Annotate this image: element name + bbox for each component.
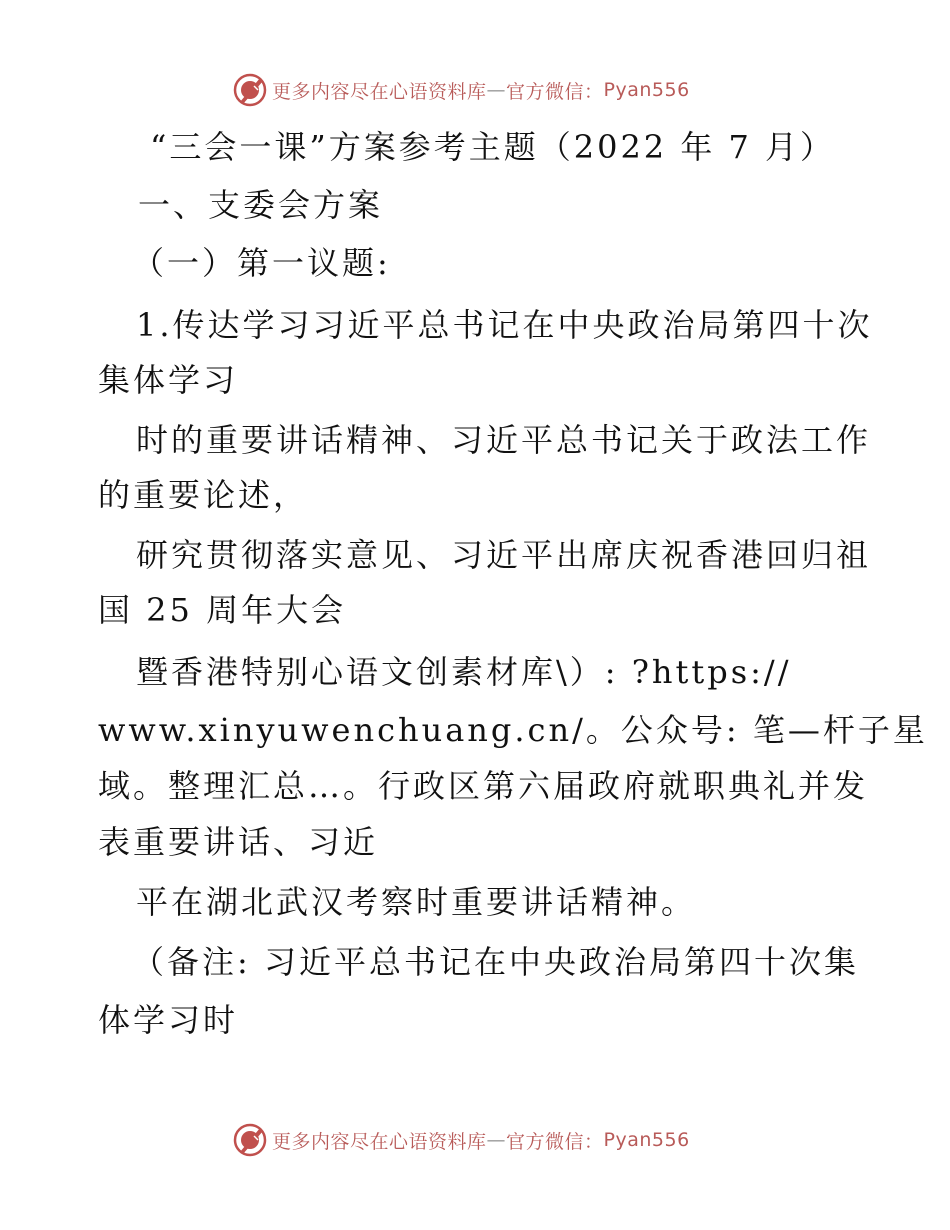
section-heading: 一、支委会方案 <box>138 186 384 224</box>
paragraph-line: 平在湖北武汉考察时重要讲话精神。 <box>136 883 697 921</box>
note-line: （备注: 习近平总书记在中央政治局第四十次集 <box>132 943 859 981</box>
watermark-separator: — <box>486 1129 507 1151</box>
paragraph-line: 表重要讲话、习近 <box>98 823 379 861</box>
watermark-text: 更多内容尽在心语资料库 <box>272 80 487 103</box>
watermark-text: 更多内容尽在心语资料库 <box>272 1130 487 1153</box>
paragraph-line: 集体学习 <box>98 361 239 399</box>
wechat-id: Pyan556 <box>603 79 690 101</box>
paragraph-line: 国 25 周年大会 <box>98 591 347 629</box>
document-title: “三会一课”方案参考主题（2022 年 7 月） <box>150 128 836 166</box>
footer-watermark <box>232 1122 690 1158</box>
wechat-label: 官方微信： <box>506 1130 604 1153</box>
paragraph-line: 的重要论述， <box>98 476 309 514</box>
brush-logo-icon <box>232 72 268 108</box>
wechat-id: Pyan556 <box>603 1129 690 1151</box>
watermark-separator: — <box>486 79 507 101</box>
header-watermark <box>232 72 690 108</box>
wechat-label: 官方微信： <box>506 80 604 103</box>
brush-logo-icon <box>232 1122 268 1158</box>
paragraph-line: www.xinyuwenchuang.cn/。公众号: 笔—杆子星 <box>98 711 928 749</box>
subsection-heading: （一）第一议题: <box>132 244 391 282</box>
paragraph-line: 暨香港特别心语文创素材库\）: ?https:// <box>136 653 792 691</box>
note-line: 体学习时 <box>98 1001 239 1039</box>
paragraph-line: 1.传达学习习近平总书记在中央政治局第四十次 <box>136 306 873 344</box>
paragraph-line: 时的重要讲话精神、习近平总书记关于政法工作 <box>136 421 872 459</box>
paragraph-line: 研究贯彻落实意见、习近平出席庆祝香港回归祖 <box>136 536 872 574</box>
paragraph-line: 域。整理汇总…。行政区第六届政府就职典礼并发 <box>98 767 869 805</box>
